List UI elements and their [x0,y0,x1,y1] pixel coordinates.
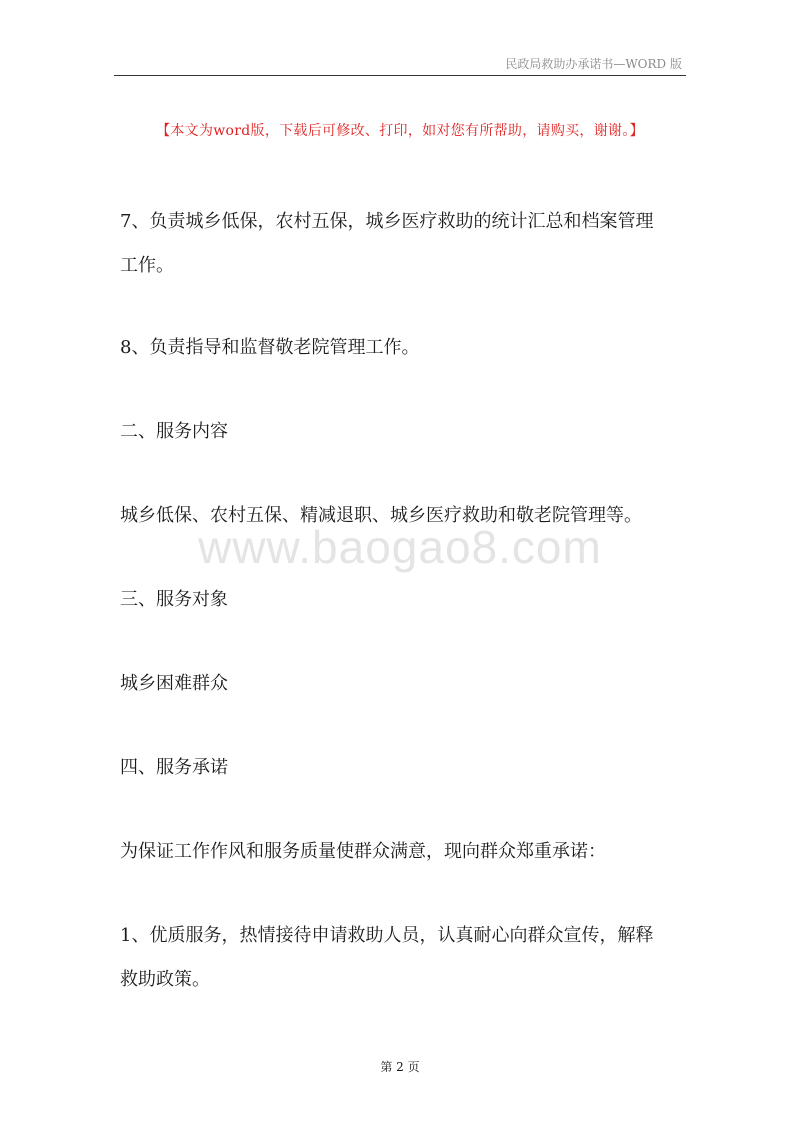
header-divider [114,75,686,76]
item-1-line-1: 1、优质服务，热情接待申请救助人员，认真耐心向群众宣传，解释 [120,925,654,946]
item-8: 8、负责指导和监督敬老院管理工作。 [120,337,420,358]
item-7-line-1: 7、负责城乡低保，农村五保，城乡医疗救助的统计汇总和档案管理 [120,211,654,232]
watermark: www.baogao8.com [198,521,602,573]
item-7-line-2: 工作。 [120,255,174,276]
section-2-text: 城乡低保、农村五保、精减退职、城乡医疗救助和敬老院管理等。 [120,505,642,526]
section-2-heading: 二、服务内容 [120,421,228,442]
item-1-line-2: 救助政策。 [120,969,210,990]
page-number: 第 2 页 [380,1060,420,1074]
section-4-intro: 为保证工作作风和服务质量使群众满意，现向群众郑重承诺： [120,841,606,862]
download-notice: 【本文为word版，下载后可修改、打印，如对您有所帮助，请购买，谢谢。】 [156,123,644,139]
section-3-heading: 三、服务对象 [120,589,228,610]
section-3-text: 城乡困难群众 [120,673,228,694]
page-header-title: 民政局救助办承诺书—WORD 版 [505,57,682,71]
section-4-heading: 四、服务承诺 [120,757,228,778]
